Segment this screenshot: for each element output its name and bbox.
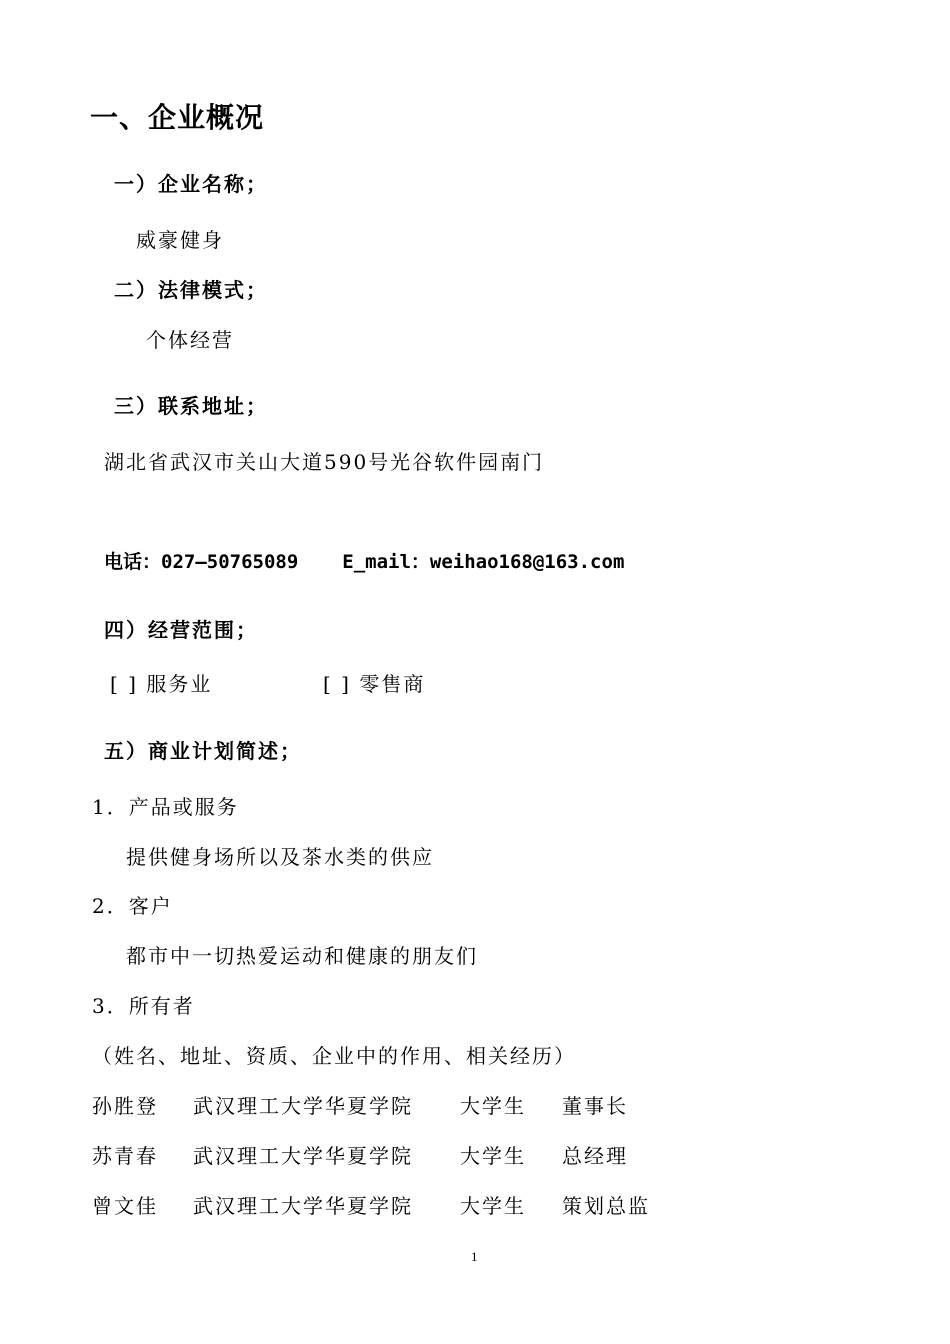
email-text: E_mail：weihao168@163.com [342, 551, 625, 573]
contact-line [104, 553, 624, 572]
legal-form-title: 二）法律模式； [114, 278, 268, 302]
address-title: 三）联系地址； [114, 394, 268, 418]
owner-school: 武汉理工大学华夏学院 [193, 1194, 413, 1218]
company-name-title: 一）企业名称； [114, 172, 268, 196]
business-scope-title: 四）经营范围； [104, 618, 258, 642]
owner-status: 大学生 [460, 1194, 526, 1218]
business-plan-title: 五）商业计划简述； [104, 739, 302, 763]
owner-role: 董事长 [562, 1094, 628, 1118]
owner-status: 大学生 [460, 1094, 526, 1118]
owner-role: 总经理 [562, 1144, 628, 1168]
scope-option-service: [ ] 服务业 [110, 672, 213, 696]
owner-name: 曾文佳 [92, 1194, 158, 1218]
scope-option-retail: [ ] 零售商 [323, 672, 426, 696]
owner-school: 武汉理工大学华夏学院 [193, 1094, 413, 1118]
item-owner-label: 3．所有者 [92, 994, 195, 1018]
company-name-value: 威豪健身 [136, 228, 224, 252]
legal-form-value: 个体经营 [146, 328, 234, 352]
owner-name: 孙胜登 [92, 1094, 158, 1118]
item-product-text: 提供健身场所以及茶水类的供应 [126, 845, 434, 869]
item-customer-label: 2．客户 [92, 894, 173, 918]
owner-name: 苏青春 [92, 1144, 158, 1168]
owner-role: 策划总监 [562, 1194, 650, 1218]
owner-status: 大学生 [460, 1144, 526, 1168]
item-customer-text: 都市中一切热爱运动和健康的朋友们 [126, 944, 478, 968]
page-number: 1 [471, 1249, 478, 1264]
phone-text: 电话：027—50765089 [104, 551, 299, 573]
section-heading: 一、企业概况 [90, 101, 265, 134]
owner-school: 武汉理工大学华夏学院 [193, 1144, 413, 1168]
item-owner-note: （姓名、地址、资质、企业中的作用、相关经历） [92, 1044, 576, 1068]
address-value: 湖北省武汉市关山大道590号光谷软件园南门 [104, 450, 545, 474]
item-product-label: 1．产品或服务 [92, 795, 239, 819]
